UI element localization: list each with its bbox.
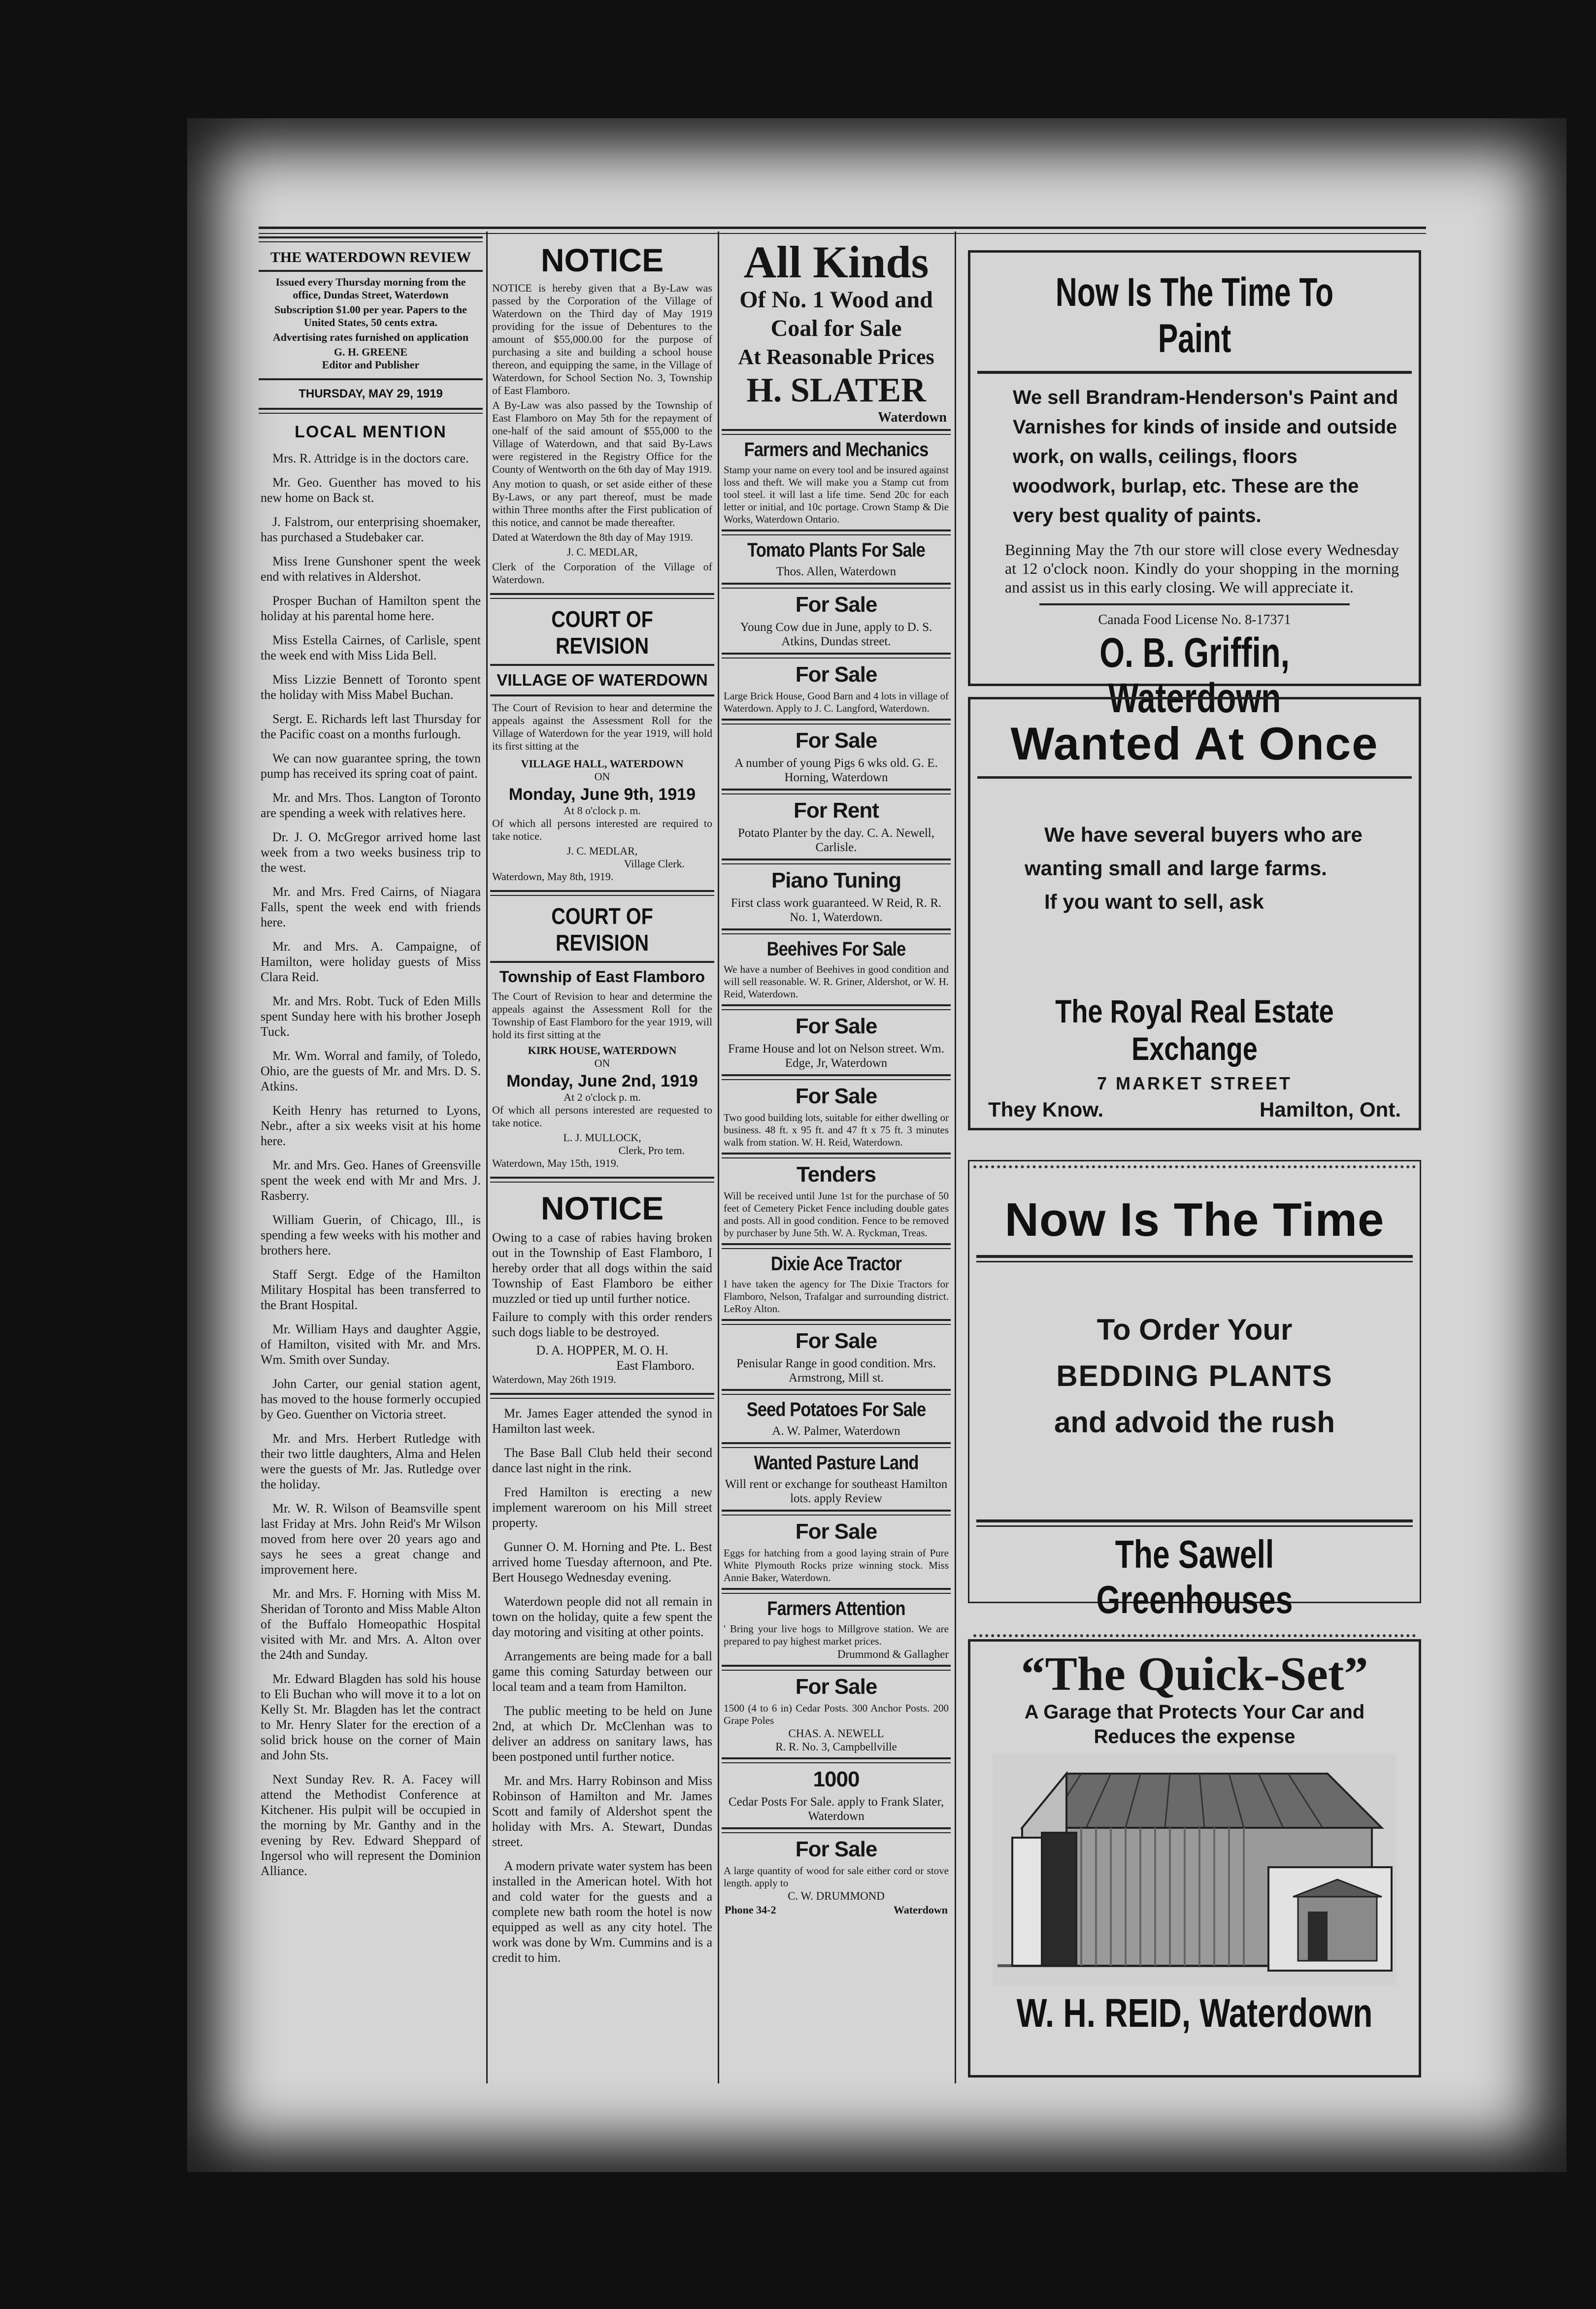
local-mention-item: Mr. Edward Blagden has sold his house to Eli Buchan who will move it to a lot on Kelly St. Mr. Blagden has let the contract to Mr. Henry Slater for the erection of a solid brick house on the corner of Main and John Sts.: [261, 1672, 481, 1762]
local-mention-item: Mr. and Mrs. A. Campaigne, of Hamilton, were holiday guests of Miss Clara Reid.: [261, 939, 481, 984]
court2-sub: Township of East Flamboro: [499, 968, 705, 986]
column-rule-2: [718, 231, 719, 2083]
issue-date: THURSDAY, MAY 29, 1919: [299, 387, 443, 400]
court2-signer: L. J. MULLOCK,: [563, 1131, 641, 1144]
column-3: [722, 236, 951, 2093]
classified-ad: [722, 1004, 951, 1070]
ad-title: For Sale: [795, 1014, 877, 1038]
ad-body: A large quantity of wood for sale either cord or stove length. apply to: [724, 1865, 949, 1889]
phone-town: Waterdown: [894, 1904, 948, 1916]
ad-body: Will be received until June 1st for the purchase of 50 feet of Cemetery Picket Fence including double gates and posts. All in good condition. Fence to be removed by purchaser by June 5th. W. A. Ryckman, Treas.: [724, 1190, 949, 1239]
ad-title: Dixie Ace Tractor: [770, 1253, 902, 1275]
notice2-dated: Waterdown, May 26th 1919.: [492, 1373, 616, 1385]
classified-ads: [722, 429, 951, 1903]
classified-ad: [722, 529, 951, 579]
royal-headline: Wanted At Once: [1010, 718, 1379, 769]
classified-ad: [722, 1442, 951, 1506]
slater-l4: At Reasonable Prices: [738, 345, 934, 369]
royal-footer: [988, 1098, 1401, 1122]
ad-title: For Sale: [795, 1837, 877, 1861]
griffin-headline: Now Is The Time To Paint: [1055, 270, 1334, 361]
ad-title: For Sale: [795, 662, 877, 687]
column-2: [490, 236, 714, 2093]
ad-title: Piano Tuning: [771, 868, 901, 892]
masthead-editor-role: Editor and Publisher: [322, 359, 420, 371]
notice2-rule: [490, 1177, 714, 1183]
ad-title: Wanted Pasture Land: [754, 1452, 919, 1474]
ad-body: Penisular Range in good condition. Mrs. Armstrong, Mill st.: [736, 1357, 936, 1385]
local-mention-item: Sergt. E. Richards left last Thursday for the Pacific coast on a months furlough.: [261, 712, 481, 741]
court1-date: Monday, June 9th, 1919: [508, 785, 696, 804]
ad-title: For Sale: [795, 1675, 877, 1699]
notice1-p2: A By-Law was also passed by the Township of East Flamboro on May 5th for the repayment of one-half of the said amount of $55,000 to the Village of Waterdown, and that said By-Laws were registered in the Registry Office for the County of Wentworth on the 6th day of May 1919.: [492, 399, 712, 475]
local-mention-item: J. Falstrom, our enterprising shoemaker, has purchased a Studebaker car.: [261, 515, 481, 544]
date-rule-bottom: [259, 408, 483, 414]
ad-rule: [722, 653, 951, 659]
ad-signature: CHAS. A. NEWELL: [788, 1727, 884, 1740]
griffin-ad: [968, 250, 1421, 721]
classified-ad: [722, 1389, 951, 1438]
ad-title: For Sale: [795, 1084, 877, 1108]
notice1-p1: NOTICE is hereby given that a By-Law was passed by the Corporation of the Village of Waterdown on the Third day of May 1919 providing for the issue of Debentures to the amount of $55,000.00 for the purpose of purchasing a site and building a school house thereon, and equipping the same, in the Village of Waterdown, for School Section No. 3, Township of East Flamboro.: [492, 282, 712, 396]
masthead-rule: [259, 270, 483, 272]
ad-signature: R. R. No. 3, Campbellville: [775, 1741, 897, 1753]
slater-l2: Of No. 1 Wood and: [739, 287, 933, 313]
col2-news-list: [490, 1406, 714, 1965]
news-item: Mr. and Mrs. Harry Robinson and Miss Robinson of Hamilton and Mr. James Scott and family of Aldershot spent the holiday with Mrs. A. Stewart, Dundas street.: [492, 1774, 712, 1849]
court1-on: ON: [594, 770, 610, 783]
local-mention-item: Keith Henry has returned to Lyons, Nebr., after a six weeks visit at his home here.: [261, 1103, 481, 1148]
court2-p2: Of which all persons interested are requested to take notice.: [492, 1104, 712, 1129]
ad-rule: [722, 1319, 951, 1325]
masthead-advertising: Advertising rates furnished on application: [272, 331, 469, 343]
notice2-signer: D. A. HOPPER, M. O. H.: [536, 1343, 668, 1357]
quickset-ad: [968, 1639, 1421, 2078]
ad-signature: Drummond & Gallagher: [837, 1648, 949, 1660]
local-mention-item: Mrs. R. Attridge is in the doctors care.: [272, 451, 469, 465]
classified-ad: [722, 789, 951, 855]
ad-title: For Sale: [795, 728, 877, 753]
local-mention-item: Mr. Geo. Guenther has moved to his new home on Back st.: [261, 475, 481, 505]
local-mention-item: Dr. J. O. McGregor arrived home last week from a two weeks business trip to the west.: [261, 830, 481, 875]
classified-ad: [722, 1510, 951, 1584]
local-mention-item: Mr. and Mrs. Thos. Langton of Toronto are spending a week with relatives here.: [261, 791, 481, 820]
ad-title: 1000: [813, 1767, 860, 1791]
ad-body: A. W. Palmer, Waterdown: [772, 1424, 900, 1438]
court2-time: At 2 o'clock p. m.: [564, 1091, 641, 1103]
masthead-rule-top: [259, 236, 483, 242]
court1-p1: The Court of Revision to hear and determine the appeals against the Assessment Roll for the Village of Waterdown for the year 1919, will hold its first sitting at the: [492, 701, 712, 752]
ad-title: Farmers and Mechanics: [744, 439, 929, 461]
griffin-body: We sell Brandram-Henderson's Paint and Varnishes for kinds of inside and outside work, on walls, ceilings, floors woodwork, burlap, etc. These are the very best quality of paints.: [1013, 387, 1398, 527]
ad-body: First class work guaranteed. W Reid, R. R. No. 1, Waterdown.: [731, 896, 942, 924]
local-mention-item: Mr. and Mrs. Robt. Tuck of Eden Mills spent Sunday here with his brother Joseph Tuck.: [261, 994, 481, 1039]
sawell-dots-top: [973, 1165, 1416, 1173]
local-mention-item: Mr. and Mrs. Fred Cairns, of Niagara Falls, spent the week end with friends here.: [261, 885, 481, 929]
notice1-p4: Dated at Waterdown the 8th day of May 1919.: [492, 531, 693, 543]
ad-rule: [722, 719, 951, 725]
local-mention-item: Mr. and Mrs. Herbert Rutledge with their two little daughters, Alma and Helen were the guests of Mr. Jas. Rutledge over the holiday.: [261, 1431, 481, 1491]
local-mention-item: Mr. William Hays and daughter Aggie, of Hamilton, visited with Mr. and Mrs. Wm. Smith over Sunday.: [261, 1322, 481, 1367]
court1-dated: Waterdown, May 8th, 1919.: [492, 870, 614, 883]
date-rule-top: [259, 378, 483, 380]
griffin-license: Canada Food License No. 8-17371: [1098, 612, 1291, 627]
griffin-name: O. B. Griffin, Waterdown: [1099, 629, 1290, 721]
ad-rule: [722, 529, 951, 535]
ad-rule: [722, 429, 951, 435]
royal-name: The Royal Real Estate Exchange: [1055, 993, 1334, 1067]
news-item: Mr. James Eager attended the synod in Hamilton last week.: [492, 1406, 712, 1436]
court2-date: Monday, June 2nd, 1919: [506, 1072, 698, 1090]
court1-sub-rule: [490, 664, 714, 666]
classified-ad: [722, 1588, 951, 1661]
ad-rule: [722, 858, 951, 864]
local-mention-item: John Carter, our genial station agent, has moved to the house formerly occupied by Geo. Guenther on Victoria street.: [261, 1377, 481, 1421]
ad-rule: [722, 583, 951, 589]
news-item: Waterdown people did not all remain in town on the holiday, quite a few spent the day motoring and visiting at other points.: [492, 1594, 712, 1639]
notice1-signer-role: Clerk of the Corporation of the Village of Waterdown.: [492, 561, 712, 586]
ad-rule: [722, 1243, 951, 1249]
ad-body: Will rent or exchange for southeast Hamilton lots. apply Review: [725, 1478, 948, 1505]
phone-number: Phone 34-2: [725, 1904, 776, 1916]
slater-name: H. SLATER: [746, 371, 926, 409]
column-4: [963, 227, 1426, 2083]
local-mention-heading: LOCAL MENTION: [295, 423, 447, 441]
court2-place: KIRK HOUSE, WATERDOWN: [528, 1044, 677, 1056]
ad-title: For Sale: [795, 1519, 877, 1544]
ad-rule: [722, 1827, 951, 1833]
ad-body: Eggs for hatching from a good laying strain of Pure White Plymouth Rocks prize winning stock. Miss Annie Baker, Waterdown.: [724, 1547, 949, 1583]
slater-l1: All Kinds: [743, 237, 929, 287]
masthead-title: THE WATERDOWN REVIEW: [270, 249, 471, 265]
classified-ad: [722, 1665, 951, 1753]
ad-rule: [722, 1510, 951, 1516]
classified-ad: [722, 653, 951, 715]
page-content: [259, 227, 1426, 2088]
quickset-name: W. H. REID, Waterdown: [1016, 1991, 1373, 2036]
griffin-note: Beginning May the 7th our store will close every Wednesday at 12 o'clock noon. Kindly do your shopping in the morning and assist us in this early closing. We will appreciate it.: [1005, 541, 1399, 596]
ad-body: ' Bring your live hogs to Millgrove station. We are prepared to pay highest market prices.: [724, 1623, 949, 1647]
notice1-p3: Any motion to quash, or set aside either of these By-Laws, or any part thereof, must be made within Three months after the First publication of this notice, and cannot be made thereafter.: [492, 478, 712, 528]
ad-body: Potato Planter by the day. C. A. Newell, Carlisle.: [737, 826, 934, 854]
column-1: [259, 236, 483, 2093]
classified-ad: [722, 1757, 951, 1823]
court2-on: ON: [594, 1057, 610, 1069]
column-rule-1: [486, 231, 488, 2083]
ad-title: Tenders: [797, 1162, 876, 1187]
classified-ad: [722, 1243, 951, 1315]
classified-ad: [722, 583, 951, 649]
slater-ad: [722, 238, 951, 425]
ad-rule: [722, 1389, 951, 1395]
ad-title: Farmers Attention: [767, 1598, 905, 1619]
notice2-heading: NOTICE: [540, 1190, 664, 1226]
ad-body: Thos. Allen, Waterdown: [776, 565, 897, 578]
court2-heading: COURT OF REVISION: [551, 903, 653, 956]
local-mention-item: Next Sunday Rev. R. A. Facey will attend the Methodist Conference at Kitchener. His pulpit will be occupied in the morning by Mr. Ganthy and in the evening by Rev. Edward Sheppard of Ingersol who will represent the Dominion Alliance.: [261, 1772, 481, 1878]
ad-rule: [722, 1004, 951, 1010]
news-item: The public meeting to be held on June 2nd, at which Dr. McClenhan was to deliver an address on sanitary laws, has been postponed until further notice.: [492, 1704, 712, 1764]
classified-ad: [722, 429, 951, 526]
court2-sub-rule: [490, 961, 714, 963]
slater-l3: Coal for Sale: [770, 315, 902, 341]
quickset-l1: A Garage that Protects Your Car and: [1024, 1701, 1365, 1723]
local-mention-list: [259, 451, 483, 1879]
ad-body: Two good building lots, suitable for either dwelling or business. 48 ft. x 95 ft. and 47 ft x 75 ft. 3 minutes walk from station. W. H. Reid, Waterdown.: [724, 1112, 949, 1148]
court1-place: VILLAGE HALL, WATERDOWN: [521, 758, 684, 770]
local-mention-item: Miss Estella Cairnes, of Carlisle, spent the week end with Miss Lida Bell.: [261, 633, 481, 662]
classified-ad: [722, 1074, 951, 1149]
classified-ad: [722, 1319, 951, 1385]
sawell-ad: [968, 1160, 1421, 1621]
column-rule-3: [955, 231, 956, 2083]
notice1-heading: NOTICE: [540, 242, 664, 278]
court1-p2: Of which all persons interested are required to take notice.: [492, 817, 712, 842]
ad-body: We have a number of Beehives in good condition and will sell reasonable. W. R. Griner, Aldershot, or W. H. Reid, Waterdown.: [724, 963, 949, 1000]
sawell-rule-1: [976, 1255, 1413, 1262]
court2-dated: Waterdown, May 15th, 1919.: [492, 1157, 619, 1169]
court1-sub: VILLAGE OF WATERDOWN: [497, 671, 708, 689]
royal-l2: wanting small and large farms.: [1025, 857, 1327, 880]
ad-body: Stamp your name on every tool and be insured against loss and theft. We will make you a Stamp cut from tool steel. it will last a life time. Send 20c for each letter or initial, and 10c portage. Crown Stamp & Die Works, Waterdown Ontario.: [724, 464, 949, 525]
royal-right: Hamilton, Ont.: [1260, 1098, 1401, 1121]
slater-town: Waterdown: [878, 410, 947, 425]
ad-title: For Sale: [795, 593, 877, 617]
sawell-headline: Now Is The Time: [1004, 1193, 1385, 1246]
news-item: Gunner O. M. Horning and Pte. L. Best arrived home Tuesday afternoon, and Pte. Bert Housego Wednesday evening.: [492, 1540, 712, 1584]
notice1-signer: J. C. MEDLAR,: [566, 546, 638, 558]
ad-body: Young Cow due in June, apply to D. S. Atkins, Dundas street.: [740, 621, 932, 648]
ad-rule: [722, 1588, 951, 1594]
sawell-l3: and advoid the rush: [1054, 1406, 1335, 1439]
ad-rule: [722, 928, 951, 934]
ad-rule: [722, 789, 951, 794]
ad-rule: [722, 1442, 951, 1448]
royal-left: They Know.: [988, 1098, 1104, 1121]
ad-body: 1500 (4 to 6 in) Cedar Posts. 300 Anchor Posts. 200 Grape Poles: [724, 1702, 949, 1726]
court1-rule: [490, 593, 714, 599]
col2-news-rule: [490, 1393, 714, 1399]
local-mention-item: Mr. and Mrs. F. Horning with Miss M. Sheridan of Toronto and Miss Mable Alton of the Buffalo Homeopathic Hospital visited with Mr. and Mrs. A. Alton over the 24th and Sunday.: [261, 1586, 481, 1662]
royal-l3: If you want to sell, ask: [1044, 890, 1264, 913]
ad-rule: [722, 1153, 951, 1158]
garage-illustration: [993, 1754, 1396, 1985]
local-mention-item: Mr. W. R. Wilson of Beamsville spent last Friday at Mrs. John Reid's Mr Wilson moved from here over 20 years ago and says he sees a great change and improvement here.: [261, 1501, 481, 1577]
local-mention-item: We can now guarantee spring, the town pump has received its spring coat of paint.: [261, 751, 481, 781]
local-mention-item: Mr. Wm. Worral and family, of Toledo, Ohio, are the guests of Mr. and Mrs. D. S. Atkins.: [261, 1049, 481, 1093]
classified-ad: [722, 928, 951, 1000]
ad-body: A number of young Pigs 6 wks old. G. E. Horning, Waterdown: [734, 757, 938, 784]
quickset-headline: “The Quick-Set”: [1021, 1648, 1368, 1701]
ad-title: Tomato Plants For Sale: [747, 539, 925, 561]
royal-street: 7 MARKET STREET: [1097, 1073, 1293, 1093]
classified-ad: [722, 1827, 951, 1903]
ad-signature: C. W. DRUMMOND: [788, 1890, 885, 1902]
court1-sub-rule-2: [490, 694, 714, 696]
ad-rule: [722, 1665, 951, 1671]
ad-body: Cedar Posts For Sale. apply to Frank Slater, Waterdown: [728, 1795, 944, 1823]
notice2-p1: Owing to a case of rabies having broken out in the Township of East Flamboro, I hereby order that all dogs within the said Township of East Flamboro be either muzzled or tied up until further notice.: [492, 1230, 712, 1306]
news-item: Fred Hamilton is erecting a new implement wareroom on his Mill street property.: [492, 1485, 712, 1530]
masthead-subscription: Subscription $1.00 per year. Papers to the United States, 50 cents extra.: [274, 303, 467, 329]
local-mention-item: Staff Sergt. Edge of the Hamilton Military Hospital has been transferred to the Brant Hospital.: [261, 1267, 481, 1312]
classified-ad: [722, 858, 951, 924]
court1-signer: J. C. MEDLAR,: [566, 845, 638, 857]
griffin-rule-2: [1039, 603, 1350, 605]
sawell-rule-2: [976, 1519, 1413, 1527]
ad-body: Large Brick House, Good Barn and 4 lots in village of Waterdown. Apply to J. C. Langford, Waterdown.: [724, 690, 949, 714]
masthead-editor: G. H. GREENE: [333, 346, 408, 358]
local-mention-item: Prosper Buchan of Hamilton spent the holiday at his parental home here.: [261, 594, 481, 623]
notice2-p2: Failure to comply with this order renders such dogs liable to be destroyed.: [492, 1310, 712, 1339]
royal-l1: We have several buyers who are: [1044, 823, 1363, 846]
quickset-l2: Reduces the expense: [1094, 1726, 1296, 1748]
sawell-l1: To Order Your: [1097, 1313, 1293, 1346]
royal-rule: [977, 776, 1412, 779]
masthead-issued: Issued every Thursday morning from the office, Dundas Street, Waterdown: [275, 276, 466, 301]
notice2-signer-role: East Flamboro.: [616, 1358, 695, 1373]
local-mention-item: Miss Lizzie Bennett of Toronto spent the holiday with Miss Mabel Buchan.: [261, 672, 481, 702]
news-item: The Base Ball Club held their second dance last night in the rink.: [492, 1446, 712, 1475]
griffin-rule-1: [977, 371, 1412, 374]
ad-body: I have taken the agency for The Dixie Tractors for Flamboro, Nelson, Trafalgar and surrounding district. LeRoy Alton.: [724, 1278, 949, 1315]
court1-heading: COURT OF REVISION: [551, 606, 653, 659]
local-mention-item: Mr. and Mrs. Geo. Hanes of Greensville spent the week end with Mr and Mrs. J. Rasberry.: [261, 1158, 481, 1203]
ad-body: Frame House and lot on Nelson street. Wm. Edge, Jr, Waterdown: [728, 1042, 945, 1070]
local-mention-item: Miss Irene Gunshoner spent the week end with relatives in Aldershot.: [261, 554, 481, 584]
news-item: A modern private water system has been installed in the American hotel. With hot and cold water for the guests and a complete new bath room the hotel is now equipped as well as any city hotel. The work was done by Wm. Cummins and is a credit to him.: [492, 1859, 712, 1965]
ad-title: Beehives For Sale: [766, 938, 906, 960]
royal-ad: [968, 697, 1421, 1130]
ad-title: For Sale: [795, 1329, 877, 1353]
phone-line: [725, 1904, 948, 1916]
court1-time: At 8 o'clock p. m.: [564, 804, 641, 817]
sawell-name: The Sawell Greenhouses: [1096, 1532, 1293, 1621]
ad-rule: [722, 1757, 951, 1763]
court2-signer-role: Clerk, Pro tem.: [618, 1144, 685, 1156]
court2-p1: The Court of Revision to hear and determine the appeals against the Assessment Roll for the Township of East Flamboro for the year 1919, will hold its first sitting at the: [492, 990, 712, 1041]
court1-signer-role: Village Clerk.: [624, 858, 685, 870]
ad-rule: [722, 1074, 951, 1080]
local-mention-item: William Guerin, of Chicago, Ill., is spending a few weeks with his mother and brothers here.: [261, 1213, 481, 1257]
sawell-l2: BEDDING PLANTS: [1056, 1359, 1333, 1392]
court2-rule: [490, 890, 714, 896]
ad-title: Seed Potatoes For Sale: [746, 1399, 926, 1420]
classified-ad: [722, 719, 951, 785]
ad-title: For Rent: [794, 798, 879, 823]
news-item: Arrangements are being made for a ball game this coming Saturday between our local team and a team from Hamilton.: [492, 1649, 712, 1694]
classified-ad: [722, 1153, 951, 1239]
